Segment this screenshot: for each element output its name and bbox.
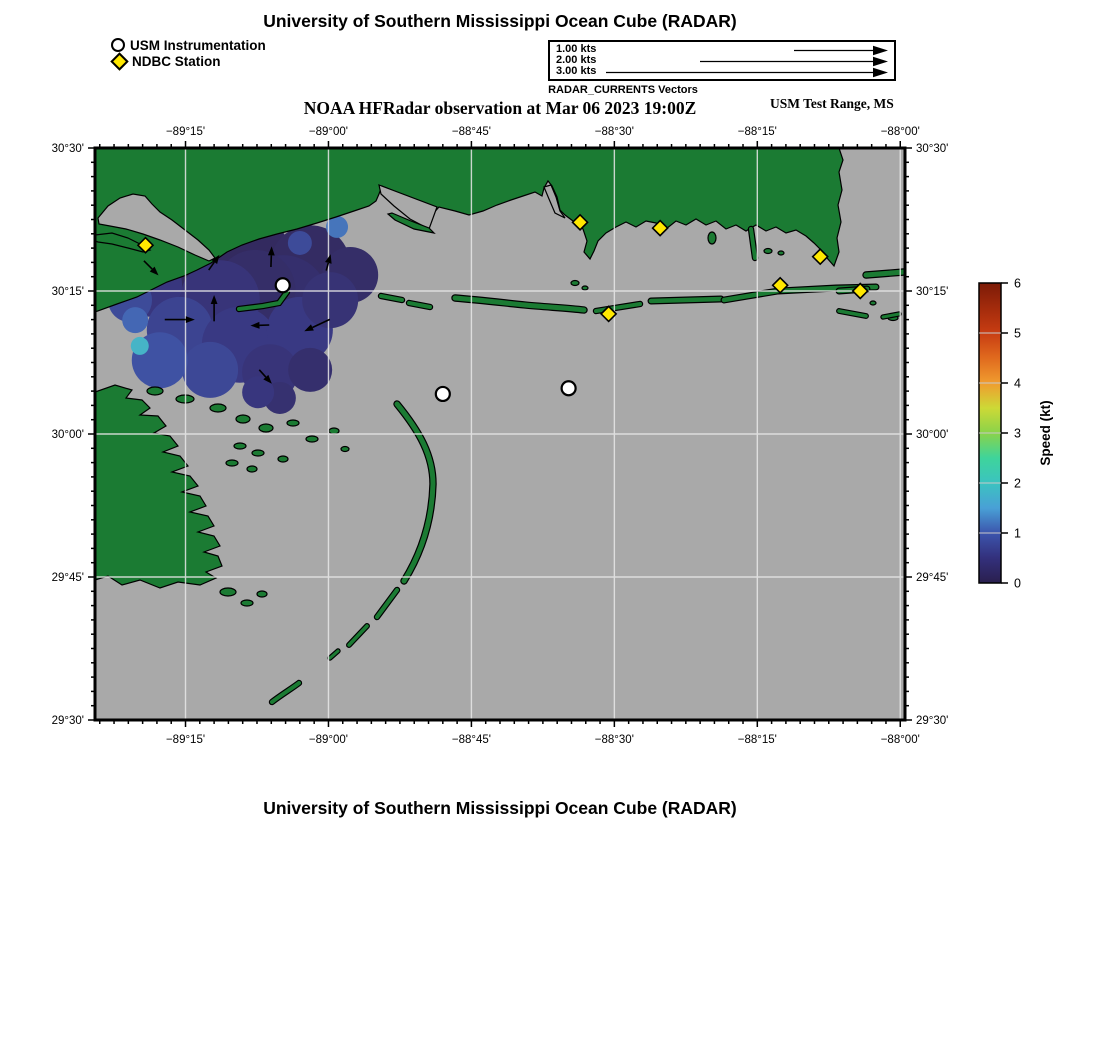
map-svg (0, 115, 1100, 750)
legend-usm-item (111, 37, 266, 53)
ndbc-diamond-icon (110, 52, 128, 70)
islet (147, 387, 163, 395)
colorbar-tick-label: 3 (1014, 426, 1021, 441)
footer-title: University of Southern Mississippi Ocean Cube (RADAR) (263, 798, 737, 818)
islet (708, 232, 716, 244)
speed-patch (288, 348, 332, 392)
vector-scale-label-1: 1.00 kts (556, 43, 597, 55)
islet (571, 281, 579, 286)
legend-ndbc-label: NDBC Station (132, 53, 221, 69)
y-axis-tick-label: 29°45' (51, 572, 84, 584)
x-axis-tick-label: −88°45' (451, 126, 491, 138)
vector-scale-arrows (550, 42, 894, 79)
colorbar (979, 277, 1053, 591)
speed-patch (288, 231, 312, 255)
usm-station-marker (562, 381, 576, 395)
legend-usm-label: USM Instrumentation (130, 37, 266, 53)
x-axis-tick-label: −88°00' (880, 126, 920, 138)
islet (306, 436, 318, 442)
usm-station-marker (276, 278, 290, 292)
island (866, 272, 904, 275)
vector-scale-box (548, 40, 896, 81)
islet (252, 450, 264, 456)
x-axis-tick-label: −88°30' (594, 126, 634, 138)
x-axis-tick-label: −88°00' (880, 734, 920, 746)
x-axis-tick-label: −89°15' (165, 734, 206, 746)
scale-arrow-head (873, 57, 888, 67)
scale-arrow-head (873, 46, 888, 56)
y-axis-tick-label: 30°30' (51, 143, 84, 155)
x-axis-tick-label: −89°00' (308, 126, 349, 138)
colorbar-tick-label: 5 (1014, 326, 1021, 341)
colorbar-tick-label: 0 (1014, 576, 1021, 591)
islet (582, 286, 588, 290)
x-axis-tick-label: −88°15' (737, 734, 777, 746)
islet (210, 404, 226, 412)
x-axis-tick-label: −89°00' (308, 734, 349, 746)
range-label: USM Test Range, MS (770, 96, 894, 111)
y-axis-tick-label: 29°45' (916, 572, 949, 584)
colorbar-tick-label: 6 (1014, 276, 1021, 291)
x-axis-tick-label: −88°30' (594, 734, 634, 746)
map-legend (111, 37, 266, 69)
islet (764, 249, 772, 254)
vector-scale-caption: RADAR_CURRENTS Vectors (548, 84, 698, 96)
islet (329, 428, 339, 434)
y-axis-tick-label: 30°30' (916, 143, 949, 155)
colorbar-label: Speed (kt) (1038, 400, 1053, 466)
map-subtitle: NOAA HFRadar observation at Mar 06 2023 19:00Z (303, 98, 697, 118)
legend-ndbc-item (111, 53, 266, 69)
y-axis-tick-label: 30°00' (51, 429, 84, 441)
islet (870, 301, 876, 305)
x-axis-tick-label: −89°15' (165, 126, 206, 138)
colorbar-tick-label: 2 (1014, 476, 1021, 491)
x-axis-tick-label: −88°45' (451, 734, 491, 746)
y-axis-tick-label: 30°15' (916, 286, 949, 298)
islet (341, 447, 349, 452)
islet (220, 588, 236, 596)
islet (257, 591, 267, 597)
y-axis-tick-label: 29°30' (916, 715, 949, 727)
speed-patch (122, 307, 148, 333)
colorbar-tick-label: 1 (1014, 526, 1021, 541)
islet (234, 443, 246, 449)
x-axis-tick-label: −88°15' (737, 126, 777, 138)
vector-scale-label-3: 3.00 kts (556, 65, 597, 77)
islet (259, 424, 273, 432)
islet (236, 415, 250, 423)
usm-station-marker (436, 387, 450, 401)
islet (278, 456, 288, 462)
colorbar-tick-label: 4 (1014, 376, 1021, 391)
island (651, 299, 721, 301)
islet (247, 466, 257, 472)
speed-patch (302, 272, 358, 328)
islet (287, 420, 299, 426)
scale-arrow-head (873, 68, 888, 78)
figure-title: University of Southern Mississippi Ocean Cube (RADAR) (263, 11, 737, 31)
speed-patch (182, 342, 238, 398)
y-axis-tick-label: 29°30' (51, 715, 84, 727)
y-axis-tick-label: 30°00' (916, 429, 949, 441)
vector-scale-label-2: 2.00 kts (556, 54, 597, 66)
islet (778, 251, 784, 255)
islet (226, 460, 238, 466)
y-axis-tick-label: 30°15' (51, 286, 84, 298)
speed-patch (131, 337, 149, 355)
islet (241, 600, 253, 606)
usm-circle-icon (111, 38, 125, 52)
